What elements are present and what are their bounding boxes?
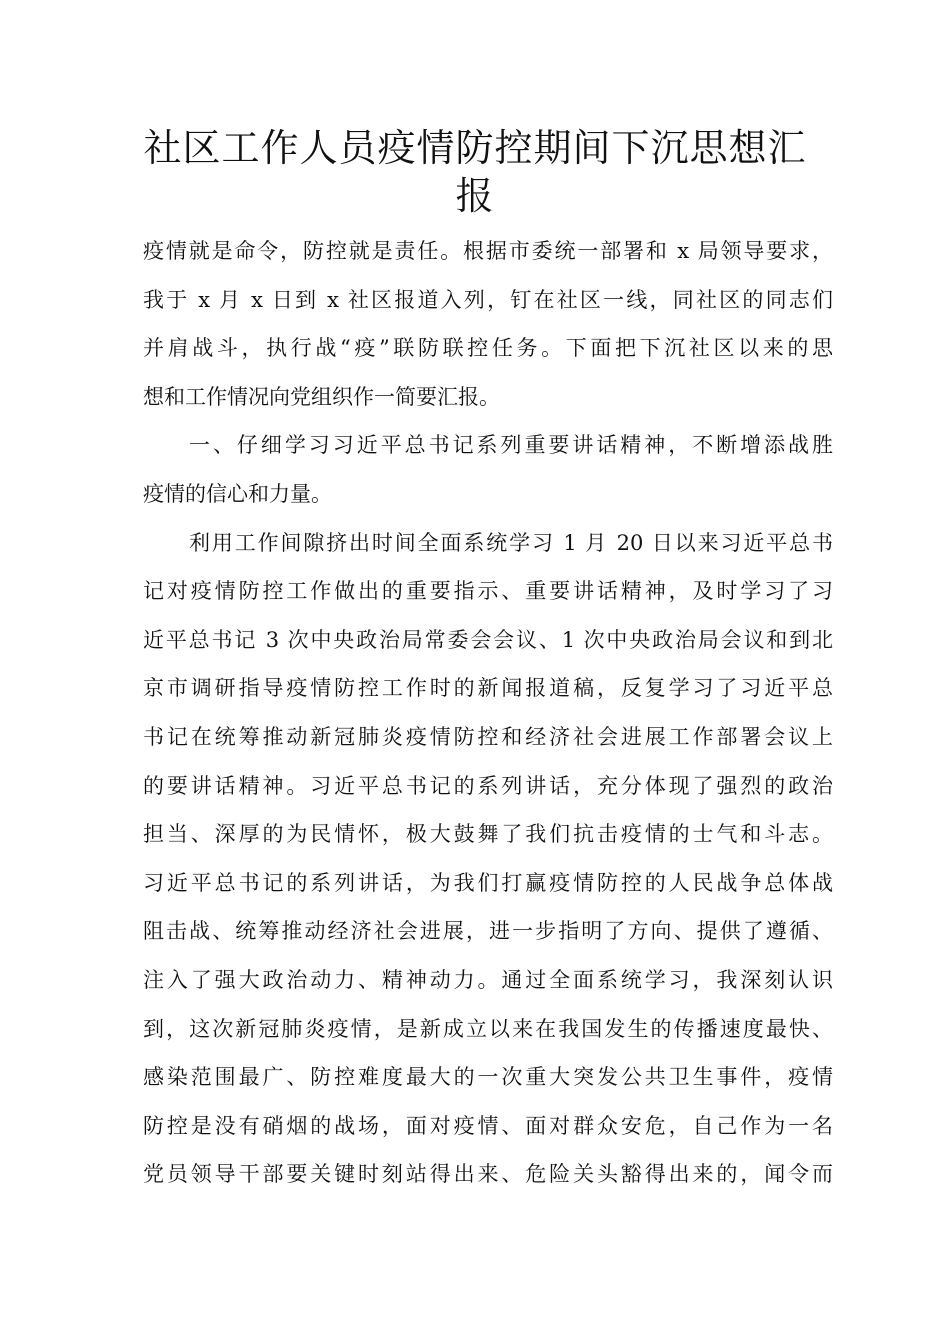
- text-line: 注入了强大政治动力、精神动力。通过全面系统学习，我深刻认识: [143, 967, 833, 992]
- text-line: 利用工作间隙挤出时间全面系统学习 1 月 20 日以来习近平总书: [189, 530, 833, 555]
- title-line: 报: [455, 174, 495, 218]
- text-line: 书记在统筹推动新冠肺炎疫情防控和经济社会进展工作部署会议上: [143, 724, 833, 749]
- section-heading-1: [143, 426, 833, 523]
- text-line: 近平总书记 3 次中央政治局常委会会议、1 次中央政治局会议和到北: [143, 627, 833, 652]
- text-line: 疫情就是命令，防控就是责任。根据市委统一部署和 x 局领导要求，: [143, 239, 833, 263]
- text-line: 想和工作情况向党组织作一简要汇报。: [143, 384, 500, 409]
- text-line: 的要讲话精神。习近平总书记的系列讲话，充分体现了强烈的政治: [143, 773, 833, 798]
- text-line: 一、仔细学习习近平总书记系列重要讲话精神，不断增添战胜: [189, 433, 833, 458]
- text-line: 记对疫情防控工作做出的重要指示、重要讲话精神，及时学习了习: [143, 579, 833, 604]
- text-line: 习近平总书记的系列讲话，为我们打赢疫情防控的人民战争总体战: [143, 870, 833, 895]
- text-line: 防控是没有硝烟的战场，面对疫情、面对群众安危，自己作为一名: [143, 1113, 833, 1138]
- document-body: [143, 232, 833, 1204]
- text-line: 感染范围最广、防控难度最大的一次重大突发公共卫生事件，疫情: [143, 1065, 833, 1090]
- text-line: 疫情的信心和力量。: [143, 481, 332, 506]
- text-line: 阻击战、统筹推动经济社会进展，进一步指明了方向、提供了遵循、: [143, 919, 833, 944]
- title-line: 社区工作人员疫情防控期间下沉思想汇: [143, 126, 807, 170]
- paragraph-study: [143, 524, 833, 1204]
- text-line: 我于 x 月 x 日到 x 社区报道入列，钉在社区一线，同社区的同志们: [143, 287, 833, 312]
- text-line: 党员领导干部要关键时刻站得出来、危险关头豁得出来的，闻令而: [143, 1162, 833, 1187]
- paragraph-intro: [143, 232, 833, 426]
- text-line: 京市调研指导疫情防控工作时的新闻报道稿，反复学习了习近平总: [143, 676, 833, 701]
- text-line: 并肩战斗，执行战“疫”联防联控任务。下面把下沉社区以来的思: [143, 336, 833, 361]
- text-line: 到，这次新冠肺炎疫情，是新成立以来在我国发生的传播速度最快、: [143, 1016, 833, 1041]
- text-line: 担当、深厚的为民情怀，极大鼓舞了我们抗击疫情的士气和斗志。: [143, 822, 833, 847]
- document-title: [100, 124, 850, 220]
